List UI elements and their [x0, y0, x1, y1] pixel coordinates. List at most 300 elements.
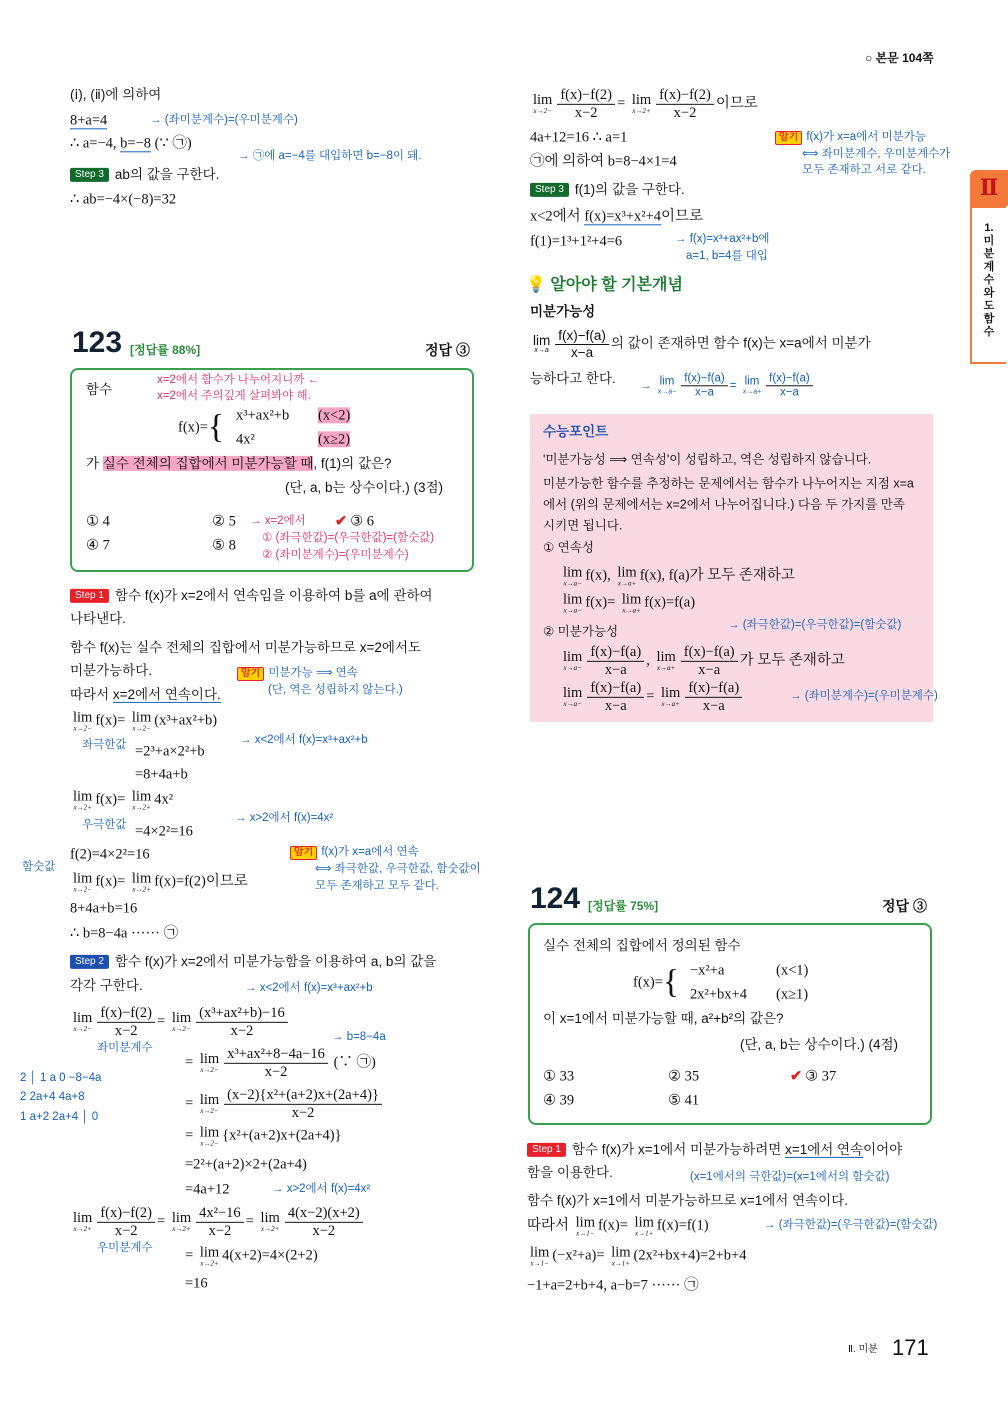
limit-subscript: x→2−: [73, 884, 92, 893]
line-q-c2: [236, 431, 255, 448]
highlighted-text: 실수 전체의 집합에서 미분가능할 때: [102, 455, 314, 471]
text: 함수 f(x)가 x=1에서 미분가능하므로 x=1에서 연속이다.: [527, 1192, 849, 1208]
limit: lim x→1−: [530, 1244, 550, 1267]
text: 따라서: [527, 1217, 573, 1234]
underlined-text: x=1에서 연속: [785, 1141, 864, 1157]
numerator: f(x)−f(a): [681, 644, 738, 662]
limit: lim x→2−: [533, 92, 553, 115]
text: =: [185, 1095, 197, 1112]
text: =4×2²=16: [135, 823, 193, 840]
line-s1-b: [70, 611, 126, 627]
text: → (좌극한값)=(우극한값)=(함숫값): [728, 619, 902, 632]
choice-3[interactable]: [790, 1068, 836, 1085]
denominator: x−a: [780, 386, 799, 399]
text: f(x)가 x=a에서 미분가능: [806, 131, 926, 143]
text: (x≥1): [776, 986, 809, 1003]
text: 우극한값: [82, 819, 127, 832]
line-s1-c: [70, 640, 421, 656]
line-q-d2: [318, 431, 350, 448]
text: −1+a=2+b+4, a−b=7 ······ ㉠: [527, 1277, 699, 1294]
limit: lim x→a+: [617, 564, 637, 587]
line-s2-a: [70, 954, 436, 970]
text: f(x)=: [95, 873, 129, 890]
text: ∴ ab=−4×(−8)=32: [70, 191, 177, 208]
text: f(x)=: [95, 712, 129, 729]
highlighted-text: (x≥2): [318, 431, 351, 448]
limit-subscript: x→a−: [563, 699, 582, 708]
line-t-title: [543, 424, 608, 440]
memo-badge: 암기: [237, 667, 264, 681]
step-badge: Step 2: [70, 955, 109, 969]
line-p-a: [543, 938, 741, 954]
numerator: (x³+ax²+b)−16: [196, 1005, 288, 1023]
line-n-rh: [82, 819, 126, 833]
line-n-r1: [775, 131, 926, 145]
correct-rate-123: [정답률 88%]: [130, 343, 201, 357]
limit: lim x→1−: [575, 1214, 595, 1237]
limit: lim x→a−: [657, 375, 677, 396]
underlined-text: f(x)=x³+x²+4: [584, 208, 662, 225]
limit: lim x→2+: [631, 92, 652, 115]
line-sd-1: [20, 1072, 101, 1086]
limit-subscript: x→2−: [172, 1024, 191, 1033]
text: −x²+a: [690, 962, 725, 979]
line-q-n2: [157, 390, 311, 404]
choice-label: ④ 39: [543, 1092, 575, 1109]
line-s1-l: [70, 871, 248, 893]
limit-subscript: x→2+: [261, 1224, 280, 1233]
numerator: f(x)−f(a): [685, 680, 742, 698]
limit: lim x→2+: [260, 1210, 280, 1233]
text: ② (좌미분계수)=(우미분계수): [262, 549, 409, 562]
line-s1-d: [70, 663, 152, 679]
denominator: x−2: [114, 1022, 138, 1039]
text: , f(1)의 값은?: [313, 455, 392, 471]
answer-123: 정답 ③: [425, 342, 470, 358]
limit: lim x→a−: [563, 649, 583, 672]
line-r-a: [530, 87, 758, 121]
text: 모두 존재하고 모두 같다.: [315, 880, 439, 893]
text: 따라서: [70, 686, 113, 702]
line-n-r5: [686, 250, 768, 264]
limit: lim x→a−: [563, 564, 583, 587]
line-q-n4: [262, 532, 434, 546]
numerator: x³+ax²+8−4a−16: [224, 1046, 328, 1064]
limit-subscript: x→1−: [530, 1258, 549, 1267]
text: → x=2에서: [250, 515, 306, 528]
text: f(x)=: [633, 974, 663, 991]
text: 함숫값: [22, 861, 56, 874]
limit: lim x→2−: [73, 709, 93, 732]
limit-subscript: x→2−: [200, 1106, 219, 1115]
line-u-b: [527, 1165, 613, 1181]
line-p-d1: [776, 962, 808, 979]
memo-badge: 암기: [290, 846, 317, 860]
limit-subscript: x→2−: [132, 723, 151, 732]
choice-5[interactable]: [212, 537, 236, 554]
limit-subscript: x→1+: [635, 1228, 654, 1237]
text: (단, a, b는 상수이다.) (4점): [740, 1036, 899, 1052]
line-s2-g: [185, 1156, 307, 1173]
line-t-7: [560, 592, 695, 614]
line-p-c1: [690, 962, 724, 979]
text: 함수 f(x)가 x=2에서 연속임을 이용하여 b를 a에 관하여: [114, 587, 433, 603]
fraction: [587, 644, 644, 678]
fraction: [656, 87, 714, 121]
brace: {: [662, 963, 680, 1001]
text: 좌미분계수: [97, 1042, 153, 1055]
limit: lim x→2+: [73, 788, 93, 811]
text: 2 2a+4 4a+8: [20, 1091, 85, 1104]
step-badge: Step 3: [530, 183, 569, 197]
fraction: [196, 1005, 288, 1039]
text: 나타낸다.: [70, 610, 126, 626]
numerator: f(x)−f(a): [766, 372, 813, 386]
line-t-4: [543, 519, 622, 534]
line-u-d: [527, 1215, 709, 1237]
line-q-c1: [236, 407, 289, 424]
line-s1-f: [70, 710, 217, 732]
choice-1[interactable]: [86, 513, 110, 530]
line-q-n5: [262, 549, 409, 563]
choice-4[interactable]: [86, 537, 110, 554]
line-l-s3: [70, 167, 219, 183]
line-r-d: [530, 208, 703, 225]
choice-5[interactable]: [668, 1092, 699, 1109]
numerator: f(x)−f(2): [97, 1005, 155, 1023]
line-n-c3: [315, 880, 439, 894]
text: 시키면 됩니다.: [543, 518, 623, 533]
denominator: x−a: [570, 344, 594, 360]
limit: lim x→2−: [199, 1124, 220, 1147]
choice-4[interactable]: [543, 1092, 574, 1109]
text: 미분가능한 함수를 추정하는 문제에서는 함수가 나누어지는 지점 x=a: [543, 476, 914, 491]
text: ㉠에 의하여 b=8−4×1=4: [530, 153, 677, 170]
line-s1-i: [70, 789, 173, 811]
limit: lim x→a+: [661, 685, 681, 708]
text: → (좌미분계수)=(우미분계수): [790, 690, 938, 703]
problem-number-124: 124: [530, 882, 581, 915]
line-n-s2r: [272, 1183, 370, 1197]
text: =: [646, 688, 658, 705]
fraction: [681, 372, 728, 399]
limit-subscript: x→a−: [563, 605, 582, 614]
chapter-tab-label: 1. 미 분 계 수 와 도 함 수: [983, 222, 995, 338]
denominator: x−2: [114, 1222, 138, 1239]
line-n-c2: [315, 863, 481, 877]
text: ab의 값을 구한다.: [114, 166, 220, 182]
text: ⟺ 좌미분계수, 우미분계수가: [802, 148, 951, 161]
line-s2-c: [70, 1005, 290, 1039]
memo-badge: 암기: [775, 131, 802, 145]
text: f(x)=: [598, 1217, 632, 1234]
text: 능하다고 한다.: [530, 370, 616, 386]
text: ∴ b=8−4a ······ ㉠: [70, 925, 179, 942]
limit-subscript: x→2+: [73, 1224, 92, 1233]
choice-3[interactable]: [335, 513, 374, 530]
limit-subscript: x→a−: [563, 578, 582, 587]
limit: lim x→2−: [73, 1010, 93, 1033]
text: x=2에서 주의깊게 살펴봐야 해.: [157, 390, 311, 403]
choice-2[interactable]: [212, 513, 236, 530]
line-t-2: [543, 477, 914, 492]
limit-subscript: x→2+: [132, 802, 151, 811]
line-r-s3: [530, 182, 685, 198]
denominator: x−2: [673, 104, 697, 121]
line-n-side: [22, 861, 55, 875]
numerator: f(x)−f(2): [557, 87, 615, 105]
line-s2-i: [70, 1205, 365, 1239]
text: 4(x+2)=4×(2+2): [222, 1247, 318, 1264]
step-badge: Step 1: [70, 589, 109, 603]
limit-subscript: x→2+: [73, 802, 92, 811]
line-t-3: [543, 498, 905, 513]
check-mark-icon: ✔: [790, 1068, 803, 1085]
choice-1[interactable]: [543, 1068, 574, 1085]
text: 1 a+2 2a+4 │ 0: [20, 1111, 99, 1124]
line-s1-j: [135, 823, 193, 840]
text: =: [617, 95, 629, 112]
line-n-lf: [240, 734, 368, 748]
text: =2³+a×2²+b: [135, 743, 205, 760]
limit-subscript: x→a+: [622, 605, 641, 614]
line-u-f: [527, 1277, 699, 1294]
line-q-fx: [178, 408, 224, 449]
line-q-d1: [318, 407, 350, 424]
line-r-concept: [526, 275, 683, 294]
text: 가: [86, 455, 103, 471]
line-s2-e: [185, 1087, 384, 1121]
limit-subscript: x→2−: [200, 1065, 219, 1074]
text: ∴ a=−4,: [70, 135, 121, 152]
line-s1-h: [135, 766, 188, 783]
limit: lim x→a+: [656, 649, 676, 672]
text: → (좌미분계수)=(우미분계수): [150, 114, 298, 127]
limit: lim x→2+: [73, 1210, 93, 1233]
limit: lim x→a: [533, 332, 551, 355]
text: 4x²: [154, 791, 174, 808]
line-n-r3: [802, 164, 926, 178]
limit: lim x→1+: [611, 1244, 631, 1267]
limit: lim x→2+: [131, 870, 152, 893]
limit: lim x→2−: [199, 1051, 220, 1074]
line-r-diff: [530, 304, 595, 320]
line-s1-e: [70, 687, 221, 703]
line-p-d2: [776, 986, 808, 1003]
line-s1-n: [70, 925, 178, 942]
text: 좌극한값: [82, 739, 127, 752]
fraction: [224, 1046, 328, 1080]
step-badge: Step 1: [527, 1143, 566, 1157]
choice-label: ⑤ 8: [212, 537, 236, 554]
text: →: [640, 380, 655, 393]
choice-label: ③ 37: [805, 1068, 837, 1085]
text: 이므로: [715, 95, 758, 112]
text: {x²+(a+2)x+(2a+4)}: [222, 1127, 342, 1144]
line-n-rf: [235, 812, 333, 826]
text: 4x²: [236, 431, 255, 448]
line-u-c: [527, 1193, 848, 1209]
fraction: [587, 680, 644, 714]
page-number: 171: [892, 1334, 929, 1360]
text: f(x)가 x=a에서 연속: [321, 846, 419, 858]
text: 에서 (위의 문제에서는 x=2에서 나누어집니다.) 다음 두 가지를 만족: [543, 497, 905, 512]
line-u-a: [527, 1142, 902, 1158]
line-t-5: [543, 541, 594, 556]
chapter-tab[interactable]: [970, 206, 1006, 364]
underlined-text: 8+a=4: [70, 112, 108, 129]
numerator: f(x)−f(a): [587, 680, 644, 698]
text: 함수: [86, 381, 113, 397]
text: ① 연속성: [543, 540, 594, 555]
text: 가 모두 존재하고: [739, 652, 845, 669]
line-p-fx: [633, 963, 679, 1004]
limit: lim x→2+: [199, 1244, 220, 1267]
text: 2 │ 1 a 0 −8−4a: [20, 1072, 102, 1085]
line-n-t2: [790, 690, 938, 704]
line-s2-j: [185, 1245, 318, 1267]
fraction: [196, 1205, 244, 1239]
line-s1-k: [70, 846, 150, 863]
text: → x>2에서 f(x)=4x²: [272, 1183, 371, 1196]
text: f(x)=: [178, 419, 208, 436]
text: f(x),: [585, 567, 615, 584]
line-sd-2: [20, 1091, 85, 1105]
line-t-8: [543, 625, 618, 640]
text: 수능포인트: [543, 423, 609, 439]
choice-label: ② 5: [212, 513, 236, 530]
line-s2-d: [185, 1046, 376, 1080]
text: 4a+12=16 ∴ a=1: [530, 129, 628, 146]
text: =: [729, 380, 740, 393]
text: x=2에서 함수가 나누어지니까 ←: [157, 374, 320, 387]
limit-subscript: x→2+: [132, 884, 151, 893]
step-badge: Step 3: [70, 168, 109, 182]
text: f(1)의 값을 구한다.: [574, 181, 685, 197]
numerator: f(x)−f(a): [555, 328, 609, 345]
numerator: f(x)−f(2): [656, 87, 714, 105]
text: 이 x=1에서 미분가능할 때, a²+b²의 값은?: [543, 1010, 784, 1026]
denominator: x−2: [574, 104, 598, 121]
line-n-r4: [675, 233, 770, 247]
line-s2-f: [185, 1125, 342, 1147]
text: 💡 알아야 할 기본개념: [526, 276, 683, 294]
limit: lim x→a−: [563, 591, 583, 614]
text: 함수 f(x)는 실수 전체의 집합에서 미분가능하므로 x=2에서도: [70, 639, 422, 655]
text: 모두 존재하고 서로 같다.: [802, 164, 926, 177]
limit-subscript: x→2−: [200, 1138, 219, 1147]
numerator: f(x)−f(a): [587, 644, 644, 662]
numerator: f(x)−f(a): [681, 372, 728, 386]
line-n-m1: [237, 667, 358, 681]
limit-subscript: x→2+: [632, 106, 651, 115]
text: → x<2에서 f(x)=x³+ax²+b: [245, 982, 373, 995]
text: 우미분계수: [97, 1242, 153, 1255]
text: 8+4a+b=16: [70, 900, 138, 917]
text: a=1, b=4를 대입: [686, 250, 768, 263]
text: → ㉠에 a=−4를 대입하면 b=−8이 돼.: [238, 150, 422, 163]
text: =2²+(a+2)×2+(2a+4): [185, 1156, 307, 1173]
line-n-r6: [640, 372, 815, 399]
line-n-u1: [690, 1171, 889, 1185]
underlined-text: b=−8: [120, 135, 152, 152]
line-q-txt: [86, 456, 392, 472]
choice-2[interactable]: [668, 1068, 699, 1085]
line-r-g: [530, 371, 616, 387]
part-tab[interactable]: Ⅱ: [970, 170, 1008, 206]
limit-subscript: x→1−: [576, 1228, 595, 1237]
text: 각각 구한다.: [70, 977, 143, 993]
limit: lim x→1+: [634, 1214, 654, 1237]
line-l-intro: [70, 87, 161, 103]
textbook-page-reference: ○ 본문 104쪽: [865, 50, 934, 65]
limit-subscript: x→2+: [200, 1258, 219, 1267]
limit-subscript: x→a−: [657, 388, 677, 396]
text: =: [185, 1054, 197, 1071]
text: (단, 역은 성립하지 않는다.): [268, 684, 403, 697]
line-n-u2: [764, 1219, 937, 1233]
text: f(1)=1³+1²+4=6: [530, 233, 623, 250]
limit: lim x→2−: [171, 1010, 192, 1033]
choice-label: ① 4: [86, 513, 110, 530]
fraction: [97, 1205, 155, 1239]
limit: lim x→2−: [73, 870, 93, 893]
line-q-n3: [250, 515, 306, 529]
text: x<2에서: [530, 208, 585, 225]
text: (−x²+a)=: [552, 1247, 609, 1264]
line-l-abv: [70, 191, 176, 208]
line-t-9: [560, 644, 845, 678]
line-p-b: [543, 1011, 784, 1027]
limit-subscript: x→2+: [172, 1224, 191, 1233]
denominator: x−a: [695, 386, 714, 399]
line-n-c1: [290, 846, 419, 860]
text: (∵ ㉠): [329, 1054, 376, 1071]
text: → (좌극한값)=(우극한값)=(함숫값): [764, 1219, 938, 1232]
limit: lim x→2−: [199, 1092, 220, 1115]
text: f(2)=4×2²=16: [70, 846, 150, 863]
line-u-e: [527, 1245, 746, 1267]
text: f(x)=: [585, 594, 619, 611]
highlighted-text: (x<2): [318, 407, 351, 424]
choice-label: ② 35: [668, 1068, 700, 1085]
line-n-ld: [97, 1042, 153, 1056]
text: 이므로: [661, 208, 704, 225]
text: (2x²+bx+4)=2+b+4: [633, 1247, 747, 1264]
text: =: [245, 1213, 258, 1230]
line-t-10: [560, 680, 744, 714]
denominator: x−a: [702, 697, 725, 714]
line-p-cond: [740, 1037, 898, 1053]
line-n-t1: [728, 619, 901, 633]
text: → x>2에서 f(x)=4x²: [235, 812, 334, 825]
fraction: [685, 680, 742, 714]
correct-rate-124: [정답률 75%]: [588, 899, 659, 913]
text: ,: [646, 652, 654, 669]
choice-label: ④ 7: [86, 537, 110, 554]
text: 미분가능하다.: [70, 662, 152, 678]
line-q-cond: [285, 480, 443, 496]
text: =: [185, 1127, 197, 1144]
text: (ⅰ), (ⅱ)에 의하여: [70, 86, 162, 102]
text: ② 미분가능성: [543, 624, 619, 639]
text: 함수 f(x)가 x=1에서 미분가능하려면: [571, 1141, 786, 1157]
denominator: x−2: [230, 1022, 254, 1039]
denominator: x−a: [604, 661, 627, 678]
check-mark-icon: ✔: [335, 513, 348, 530]
denominator: x−a: [698, 661, 721, 678]
line-l-8a4: [70, 112, 107, 129]
